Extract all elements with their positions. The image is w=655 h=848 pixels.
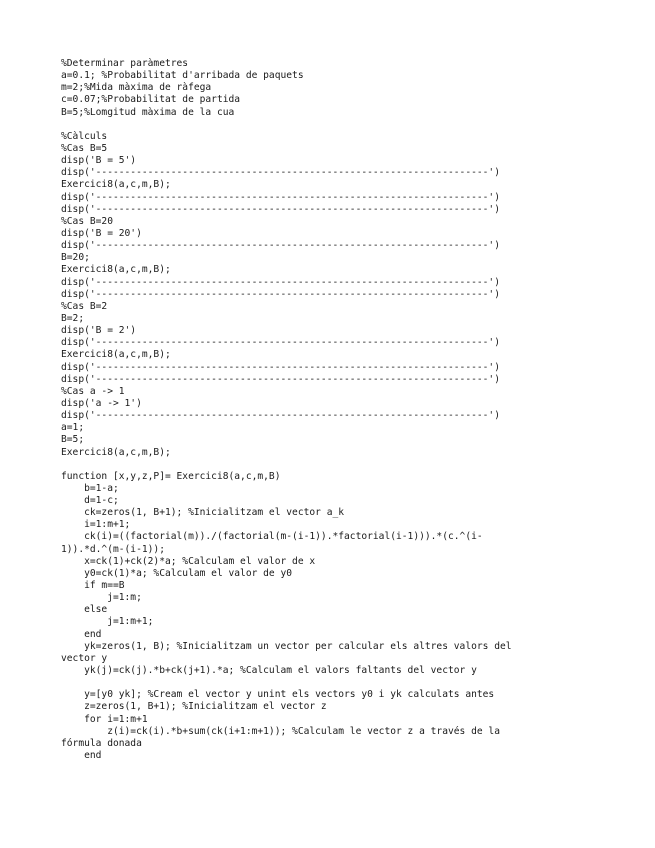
code-line: y0=ck(1)*a; %Calculam el valor de y0 [61, 567, 293, 579]
code-line: fórmula donada [61, 737, 142, 749]
code-line: yk(j)=ck(j).*b+ck(j+1).*a; %Calculam el valors faltants del vector y [61, 665, 477, 677]
code-line: if m==B [61, 580, 125, 592]
code-line: a=0.1; %Probabilitat d'arribada de paquets [61, 70, 304, 82]
code-line: Exercici8(a,c,m,B); [61, 349, 171, 361]
code-line: c=0.07;%Probabilitat de partida [61, 94, 241, 106]
code-line: x=ck(1)+ck(2)*a; %Calculam el valor de x [61, 555, 316, 567]
code-line: j=1:m+1; [61, 616, 154, 628]
code-line: ck(i)=((factorial(m))./(factorial(m-(i-1)).*factorial(i-1))).*(c.^(i- [61, 531, 483, 543]
code-line: disp('--------------------------------------------------------------------') [61, 410, 500, 422]
code-line: end [61, 750, 102, 762]
code-line: disp('B = 2') [61, 325, 137, 337]
code-line: y=[y0 yk]; %Cream el vector y unint els vectors y0 i yk calculats antes [61, 689, 495, 701]
code-line: disp('--------------------------------------------------------------------') [61, 337, 500, 349]
code-line: for i=1:m+1 [61, 713, 148, 725]
code-line: vector y [61, 652, 108, 664]
code-line: z=zeros(1, B+1); %Inicialitzam el vector z [61, 701, 327, 713]
code-line: function [x,y,z,P]= Exercici8(a,c,m,B) [61, 470, 281, 482]
code-line: B=20; [61, 252, 90, 264]
code-line: disp('--------------------------------------------------------------------') [61, 203, 500, 215]
blank-line [61, 119, 561, 131]
code-line: Exercici8(a,c,m,B); [61, 446, 171, 458]
code-line: Exercici8(a,c,m,B); [61, 264, 171, 276]
code-line: B=5; [61, 434, 85, 446]
code-line: %Cas B=20 [61, 215, 113, 227]
code-line: %Cas a -> 1 [61, 385, 125, 397]
code-line: %Cas B=5 [61, 142, 108, 154]
code-line: B=5;%Lomgitud màxima de la cua [61, 106, 235, 118]
code-line: disp('a -> 1') [61, 397, 142, 409]
code-line: else [61, 604, 108, 616]
code-line: end [61, 628, 102, 640]
code-line: disp('--------------------------------------------------------------------') [61, 191, 500, 203]
code-line: %Determinar paràmetres [61, 58, 189, 69]
code-line: m=2;%Mida màxima de ràfega [61, 82, 212, 94]
code-line: z(i)=ck(i).*b+sum(ck(i+1:m+1)); %Calculam le vector z a través de la [61, 725, 500, 737]
code-line: j=1:m; [61, 592, 142, 604]
code-line: i=1:m+1; [61, 519, 131, 531]
code-line: disp('--------------------------------------------------------------------') [61, 276, 500, 288]
code-line: disp('--------------------------------------------------------------------') [61, 288, 500, 300]
code-line: %Cas B=2 [61, 300, 108, 312]
code-line: disp('B = 20') [61, 227, 142, 239]
code-line: a=1; [61, 422, 85, 434]
code-line: B=2; [61, 312, 85, 324]
code-line: disp('--------------------------------------------------------------------') [61, 240, 500, 252]
blank-line [61, 677, 561, 689]
code-line: yk=zeros(1, B); %Inicialitzam un vector per calcular els altres valors del [61, 640, 512, 652]
blank-line [61, 459, 561, 471]
code-line: disp('--------------------------------------------------------------------') [61, 167, 500, 179]
code-line: d=1-c; [61, 495, 119, 507]
code-line: disp('--------------------------------------------------------------------') [61, 361, 500, 373]
code-line: ck=zeros(1, B+1); %Inicialitzam el vector a_k [61, 507, 345, 519]
code-block [61, 58, 561, 762]
code-line: Exercici8(a,c,m,B); [61, 179, 171, 191]
code-line: %Càlculs [61, 130, 108, 142]
code-line: disp('B = 5') [61, 155, 137, 167]
code-line: b=1-a; [61, 482, 119, 494]
code-line: disp('--------------------------------------------------------------------') [61, 373, 500, 385]
code-line: 1)).*d.^(m-(i-1)); [61, 543, 165, 555]
